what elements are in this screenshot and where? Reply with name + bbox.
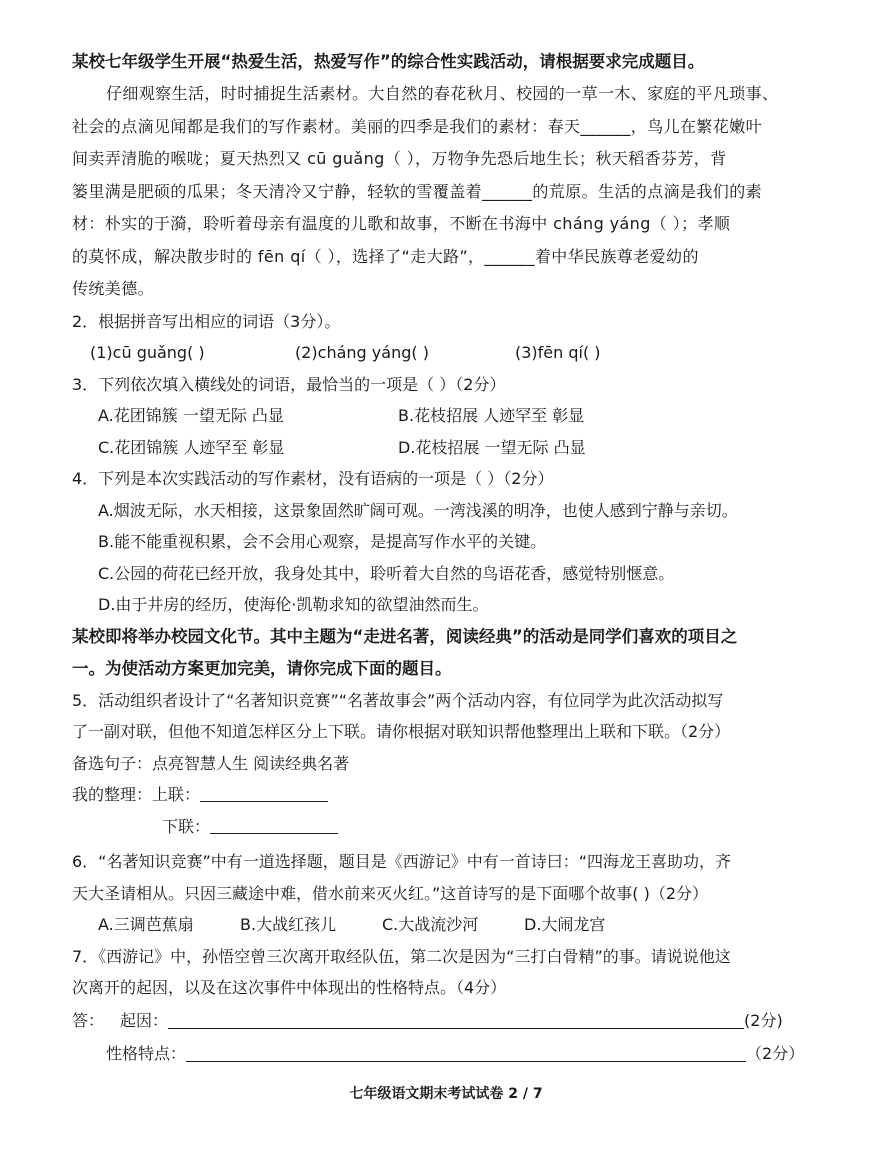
lower-couplet-row <box>72 811 820 843</box>
question-stem: 5．活动组织者设计了“名著知识竞赛”“名著故事会”两个活动内容，有位同学为此次活动拟写 <box>72 690 724 710</box>
upper-couplet-row <box>72 779 820 811</box>
pinyin-item: (2)cháng yáng( ) <box>295 343 429 362</box>
section-intro-reading <box>72 621 820 685</box>
question-2 <box>72 306 820 369</box>
page-footer: 七年级语文期末考试试卷 2 / 7 <box>349 1086 543 1102</box>
option-c: C.公园的荷花已经开放，我身处其中，聆听着大自然的鸟语花香，感觉特别惬意。 <box>98 563 675 583</box>
question-6 <box>72 846 820 941</box>
option-c: C.大战流沙河 <box>382 915 479 934</box>
upper-couplet-blank[interactable] <box>200 783 328 802</box>
option-row <box>72 400 820 432</box>
option-a: A.三调芭蕉扇 <box>98 915 194 934</box>
lower-couplet-label: 下联： <box>162 816 211 836</box>
candidate-sentences: 备选句子：点亮智慧人生 阅读经典名著 <box>72 753 350 773</box>
option-b: B.花枝招展 人迹罕至 彰显 <box>398 406 585 425</box>
option-row <box>72 432 820 464</box>
question-5 <box>72 685 820 843</box>
option-a: A.花团锦簇 一望无际 凸显 <box>98 406 284 425</box>
option-b: B.大战红孩儿 <box>240 915 337 934</box>
passage-line: 传统美德。 <box>72 279 155 298</box>
section-intro-line: 某校即将举办校园文化节。其中主题为“走进名著，阅读经典”的活动是同学们喜欢的项目之 <box>72 626 738 646</box>
section-intro-writing: 某校七年级学生开展“热爱生活，热爱写作”的综合性实践活动，请根据要求完成题目。 <box>72 52 705 71</box>
question-stem: 6．“名著知识竞赛”中有一道选择题，题目是《西游记》中有一首诗曰：“四海龙王喜助功，齐 <box>72 852 732 871</box>
passage-line: 仔细观察生活，时时捕捉生活素材。大自然的春花秋月、校园的一草一木、家庭的平凡琐事、 <box>106 84 779 103</box>
cause-label: 起因： <box>120 1010 169 1030</box>
lower-couplet-blank[interactable] <box>210 815 338 834</box>
question-7 <box>72 941 820 1070</box>
passage-line: 间卖弄清脆的喉咙；夏天热烈又 cū guǎng（ ），万物争先恐后地生长；秋天稻香芬芳，背 <box>72 149 727 168</box>
passage-line: 篓里满是肥硕的瓜果；冬天清冷又宁静，轻软的雪覆盖着______的荒原。生活的点滴是我们的素 <box>72 181 763 201</box>
my-arrangement-label: 我的整理： <box>72 785 153 804</box>
passage-line: 的莫怀成，解决散步时的 fēn qí（ ），选择了“走大路”，______着中华民族尊老爱幼的 <box>72 246 699 266</box>
upper-couplet-label: 上联： <box>152 785 201 804</box>
question-4 <box>72 463 820 621</box>
question-stem: 3．下列依次填入横线处的词语，最恰当的一项是（ ）（2分） <box>72 374 506 394</box>
question-stem: 7．《西游记》中，孙悟空曾三次离开取经队伍，第二次是因为“三打白骨精”的事。请说说他这 <box>72 946 731 966</box>
question-3 <box>72 369 820 464</box>
section-intro-line: 一。为使活动方案更加完美，请你完成下面的题目。 <box>72 658 452 678</box>
question-stem: 了一副对联，但他不知道怎样区分上下联。请你根据对联知识帮他整理出上联和下联。（2分） <box>72 722 731 741</box>
pinyin-item: (1)cū guǎng( ) <box>90 343 205 362</box>
option-d: D.花枝招展 一望无际 凸显 <box>398 437 586 457</box>
option-c: C.花团锦簇 人迹罕至 彰显 <box>98 437 285 457</box>
cause-answer-row <box>72 1004 820 1037</box>
cause-points: (2分) <box>744 1010 783 1030</box>
option-d: D.大闹龙宫 <box>524 915 606 934</box>
pinyin-items <box>72 337 820 369</box>
question-stem: 天大圣请相从。只因三藏途中难，借水前来灭火红。”这首诗写的是下面哪个故事( )（2分） <box>72 883 709 903</box>
pinyin-item: (3)fēn qí( ) <box>515 343 601 362</box>
trait-label: 性格特点： <box>106 1043 187 1063</box>
question-stem: 2．根据拼音写出相应的词语（3分）。 <box>72 311 341 331</box>
option-a: A.烟波无际，水天相接，这景象固然旷阔可观。一湾浅溪的明净，也使人感到宁静与亲切。 <box>98 500 738 520</box>
trait-points: （2分） <box>746 1043 805 1063</box>
question-stem: 4．下列是本次实践活动的写作素材，没有语病的一项是（ ）（2分） <box>72 469 554 488</box>
option-row <box>72 909 820 941</box>
option-d: D.由于井房的经历，使海伦·凯勒求知的欲望油然而生。 <box>98 595 489 614</box>
trait-answer-row <box>72 1037 820 1070</box>
passage-line: 材：朴实的于漪，聆听着母亲有温度的儿歌和故事，不断在书海中 cháng yáng（ ）；孝顺 <box>72 214 731 233</box>
passage-line: 社会的点滴见闻都是我们的写作素材。美丽的四季是我们的素材：春天______，鸟儿在繁花嫩叶 <box>72 116 763 136</box>
trait-blank[interactable] <box>186 1043 746 1062</box>
reading-passage <box>72 78 820 306</box>
cause-blank[interactable] <box>168 1010 744 1029</box>
question-stem: 次离开的起因，以及在这次事件中体现出的性格特点。（4分） <box>72 978 507 997</box>
option-b: B.能不能重视积累，会不会用心观察，是提高写作水平的关键。 <box>98 532 547 551</box>
answer-label: 答： <box>72 1010 105 1030</box>
